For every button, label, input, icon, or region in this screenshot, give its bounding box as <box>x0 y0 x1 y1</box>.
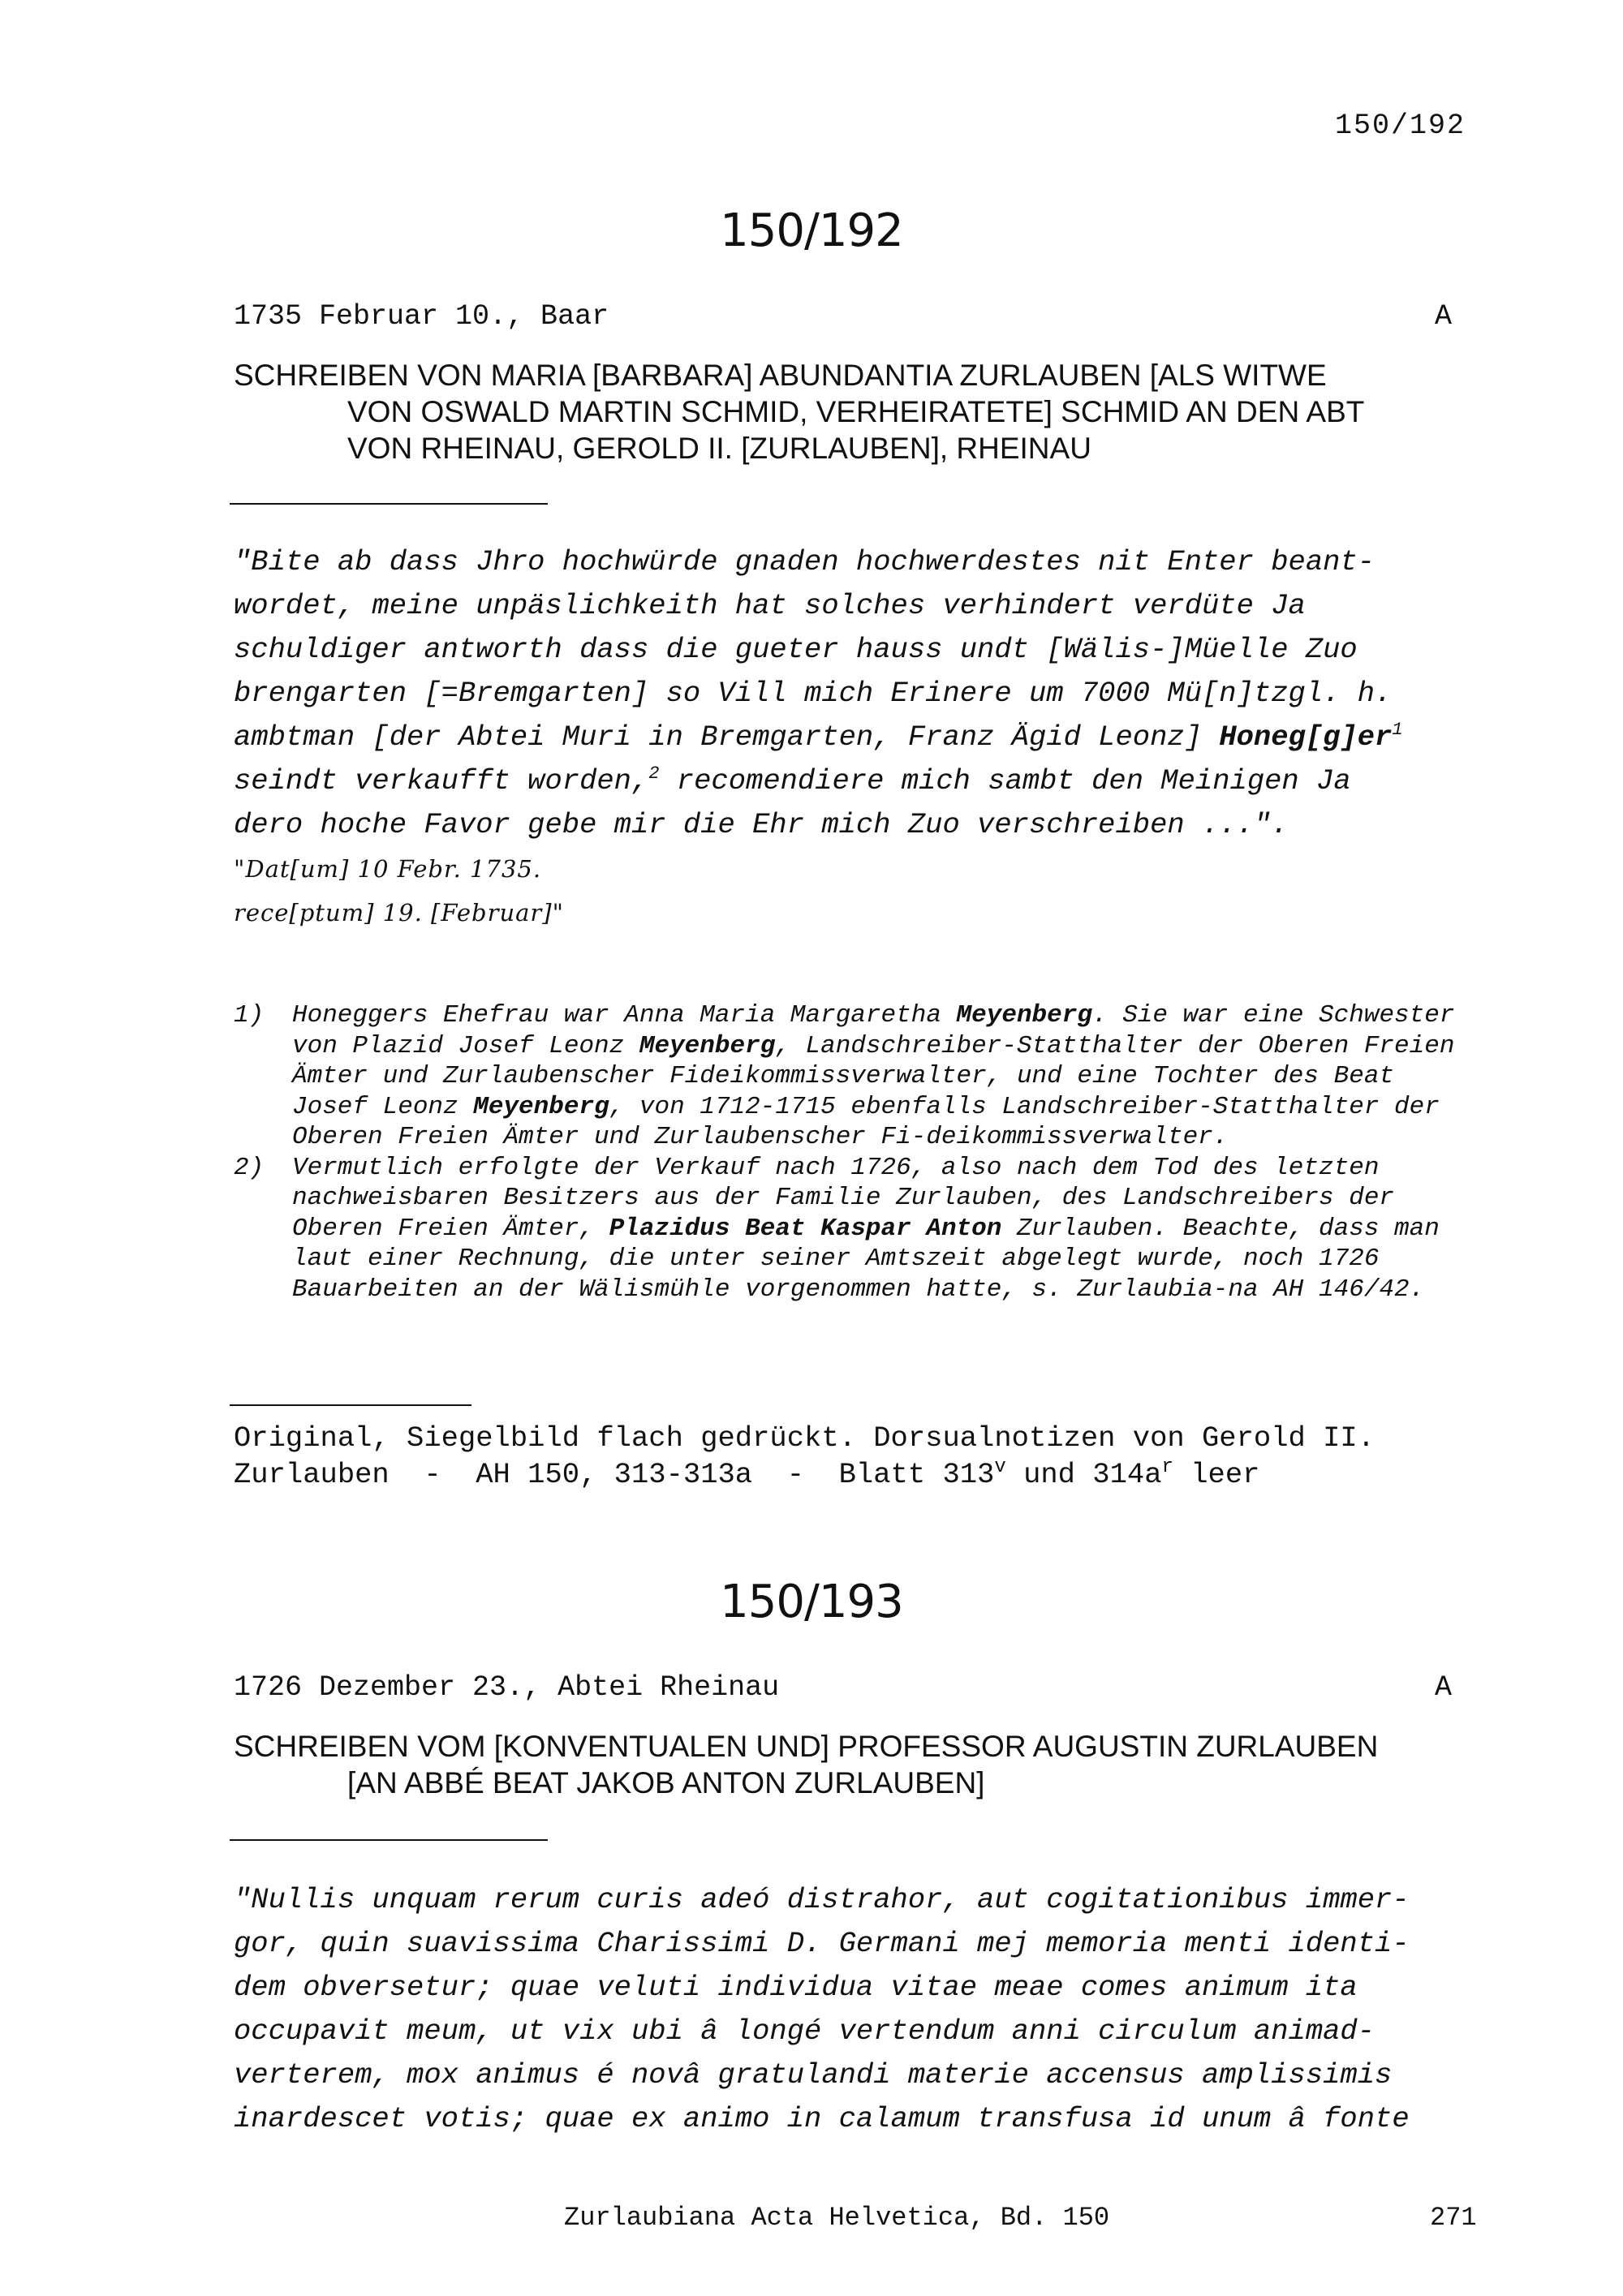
dating-note: "Dat[um] 10 Febr. 1735. <box>234 855 542 883</box>
source-note <box>234 1420 1500 1493</box>
entry-title-line: SCHREIBEN VON MARIA [BARBARA] ABUNDANTIA ZURLAUBEN [ALS WITWE <box>234 359 1327 392</box>
footnote-ref: 2 <box>648 763 660 785</box>
source-text: Zurlauben - AH 150, 313-313a - Blatt 313 <box>234 1458 995 1491</box>
entry-title-line: SCHREIBEN VOM [KONVENTUALEN UND] PROFESSOR AUGUSTIN ZURLAUBEN <box>234 1730 1379 1763</box>
footnote-text-part: , Landschreiber-Statthalter der Oberen Freien Ämter und Zurlaubenscher Fideikommissverwalter, und eine Tochter des Beat Josef Leonz <box>292 1031 1455 1121</box>
folio-number: 271 <box>1430 2203 1477 2233</box>
entry-date-place: 1735 Februar 10., Baar <box>234 300 609 333</box>
footnote-text-part: Honeggers Ehefrau war Anna Maria Margaretha <box>292 1001 957 1030</box>
quoted-excerpt <box>234 540 1483 935</box>
quote-line <box>234 759 1483 803</box>
entry-date-place: 1726 Dezember 23., Abtei Rheinau <box>234 1671 780 1704</box>
section-divider <box>230 503 548 505</box>
entry-title <box>234 357 1483 467</box>
entry-title-line: [AN ABBÉ BEAT JAKOB ANTON ZURLAUBEN] <box>347 1766 985 1799</box>
footnote <box>234 1000 1483 1153</box>
entry-title-line: VON RHEINAU, GEROLD II. [ZURLAUBEN], RHEINAU <box>347 432 1091 465</box>
footnote-number: 2) <box>234 1153 265 1182</box>
person-name: Meyenberg <box>473 1092 609 1121</box>
quote-line: brengarten [=Bremgarten] so Vill mich Erinere um 7000 Mü[n]tzgl. h. <box>234 677 1393 710</box>
quote-line: wordet, meine unpäslichkeith hat solches verhindert verdüte Ja <box>234 589 1306 622</box>
footnote-text <box>292 1000 1483 1153</box>
footnote-text-part: Zurlauben. Beachte, dass man laut einer Rechnung, die unter seiner Amtszeit abgelegt wurde, noch 1726 Bauarbeiten an der Wälismühle vorgenommen hatte, s. Zurlaubia-na AH 146/42. <box>292 1214 1440 1304</box>
quote-line: "Bite ab dass Jhro hochwürde gnaden hochwerdestes nit Enter beant- <box>234 545 1375 578</box>
quote-line: verterem, mox animus é novâ gratulandi materie accensus amplissimis <box>234 2058 1393 2092</box>
footnote-ref: 1 <box>1392 720 1403 741</box>
quote-line: gor, quin suavissima Charissimi D. Germani mej memoria menti identi- <box>234 1927 1410 1960</box>
footnote-text <box>292 1153 1483 1305</box>
entry-title-line: VON OSWALD MARTIN SCHMID, VERHEIRATETE] SCHMID AN DEN ABT <box>347 395 1365 428</box>
footnote-number: 1) <box>234 1001 265 1030</box>
source-line <box>234 1456 1500 1493</box>
footnote-text-part: . Sie war eine Schwester von Plazid Josef Leonz <box>292 1001 1455 1060</box>
source-text: leer <box>1173 1458 1260 1491</box>
entry-type-code: A <box>1435 300 1453 333</box>
footnote <box>234 1153 1483 1305</box>
entry-number: 150/192 <box>720 204 903 257</box>
quoted-excerpt <box>234 1878 1483 2141</box>
source-text: und 314a <box>1005 1458 1162 1491</box>
quote-line: dero hoche Favor gebe mir die Ehr mich Zuo verschreiben ...". <box>234 808 1289 841</box>
quote-line: inardescet votis; quae ex animo in calamum transfusa id unum â fonte <box>234 2102 1410 2135</box>
entry-type-code: A <box>1435 1671 1453 1704</box>
person-name: Honeg[g]er <box>1219 720 1393 754</box>
footnotes <box>234 1000 1483 1305</box>
entry-title <box>234 1728 1483 1801</box>
source-line: Original, Siegelbild flach gedrückt. Dorsualnotizen von Gerold II. <box>234 1421 1375 1455</box>
entry-number: 150/193 <box>720 1576 903 1628</box>
section-divider <box>230 1404 471 1406</box>
footnote-text-part: , von 1712-1715 ebenfalls Landschreiber-Statthalter der Oberen Freien Ämter und Zurlaubenscher Fi-deikommissverwalter. <box>292 1092 1440 1151</box>
quote-line: schuldiger antworth dass die gueter hauss undt [Wälis-]Müelle Zuo <box>234 633 1358 666</box>
quote-line: dem obversetur; quae veluti individua vitae meae comes animum ita <box>234 1971 1358 2004</box>
person-name: Plazidus Beat Kaspar Anton <box>609 1214 1002 1243</box>
quote-text: seindt verkaufft worden, <box>234 764 649 798</box>
quote-line <box>234 716 1483 759</box>
verso-mark: v <box>994 1456 1006 1479</box>
publication-footer: Zurlaubiana Acta Helvetica, Bd. 150 <box>564 2203 1110 2233</box>
receipt-note: rece[ptum] 19. [Februar]" <box>234 899 564 927</box>
recto-mark: r <box>1161 1456 1173 1479</box>
footnote-text-part: Vermutlich erfolgte der Verkauf nach 1726, also nach dem Tod des letzten nachweisbaren Besitzers aus der Familie Zurlauben, des Landschreibers der Oberen Freien Ämter, <box>292 1153 1395 1243</box>
quote-text: ambtman [der Abtei Muri in Bremgarten, Franz Ägid Leonz] <box>234 720 1220 754</box>
quote-text: recomendiere mich sambt den Meinigen Ja <box>659 764 1351 798</box>
running-page-number: 150/192 <box>1335 110 1466 142</box>
person-name: Meyenberg <box>956 1001 1092 1030</box>
section-divider <box>230 1839 548 1841</box>
quote-line: occupavit meum, ut vix ubi â longé vertendum anni circulum animad- <box>234 2014 1375 2048</box>
person-name: Meyenberg <box>639 1031 776 1060</box>
quote-line: "Nullis unquam rerum curis adeó distrahor, aut cogitationibus immer- <box>234 1883 1410 1916</box>
